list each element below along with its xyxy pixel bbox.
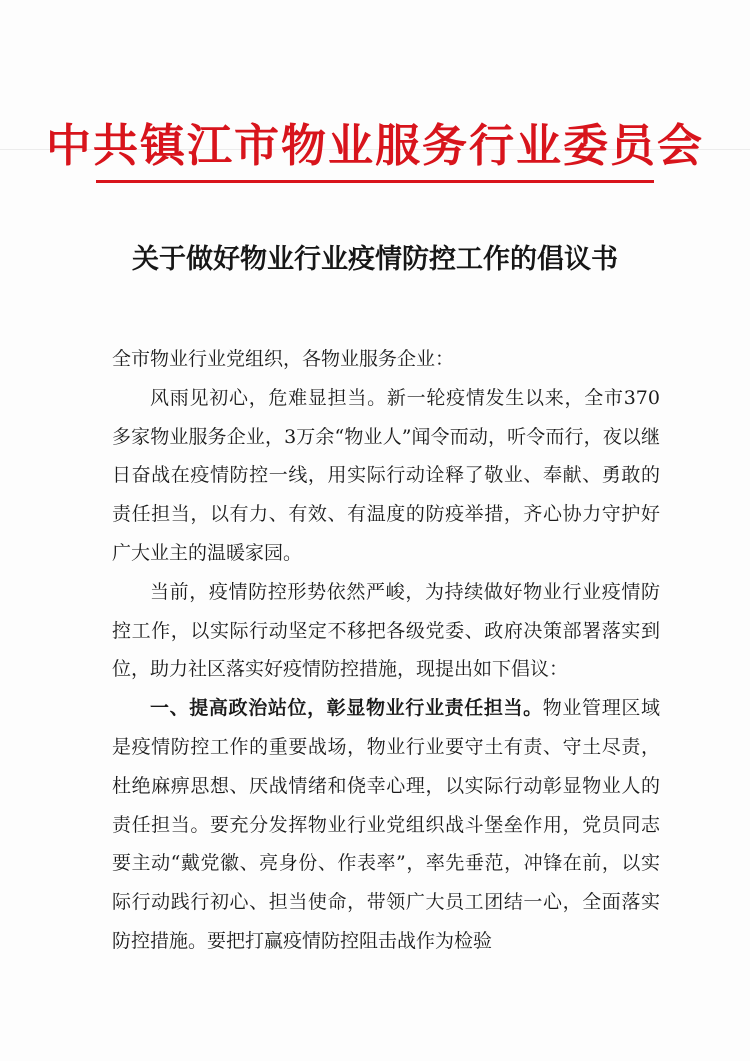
masthead-org-name: 中共镇江市物业服务行业委员会 xyxy=(45,119,704,172)
document-title: 关于做好物业行业疫情防控工作的倡议书 xyxy=(132,244,618,275)
document-body xyxy=(112,340,660,961)
masthead-red-rule xyxy=(96,180,654,183)
section-one-heading: 一、提高政治站位，彰显物业行业责任担当。 xyxy=(150,697,543,720)
paragraph-section-one xyxy=(112,689,660,961)
paragraph-current-situation: 当前，疫情防控形势依然严峻，为持续做好物业行业疫情防控工作，以实际行动坚定不移把各级党委、政府决策部署落实到位，助力社区落实好疫情防控措施，现提出如下倡议： xyxy=(112,580,660,681)
paragraph-intro: 风雨见初心，危难显担当。新一轮疫情发生以来，全市370多家物业服务企业，3万余“物业人”闻令而动，听令而行，夜以继日奋战在疫情防控一线，用实际行动诠释了敬业、奉献、勇敢的责任担当，以有力、有效、有温度的防疫举措，齐心协力守护好广大业主的温暖家园。 xyxy=(112,386,660,564)
section-one-text: 物业管理区域是疫情防控工作的重要战场，物业行业要守土有责、守土尽责，杜绝麻痹思想、厌战情绪和侥幸心理，以实际行动彰显物业人的责任担当。要充分发挥物业行业党组织战斗堡垒作用，党员同志要主动“戴党徽、亮身份、作表率”，率先垂范，冲锋在前，以实际行动践行初心、担当使命，带领广大员工团结一心，全面落实防控措施。要把打赢疫情防控阻击战作为检验 xyxy=(112,697,660,952)
salutation: 全市物业行业党组织，各物业服务企业： xyxy=(112,348,455,370)
